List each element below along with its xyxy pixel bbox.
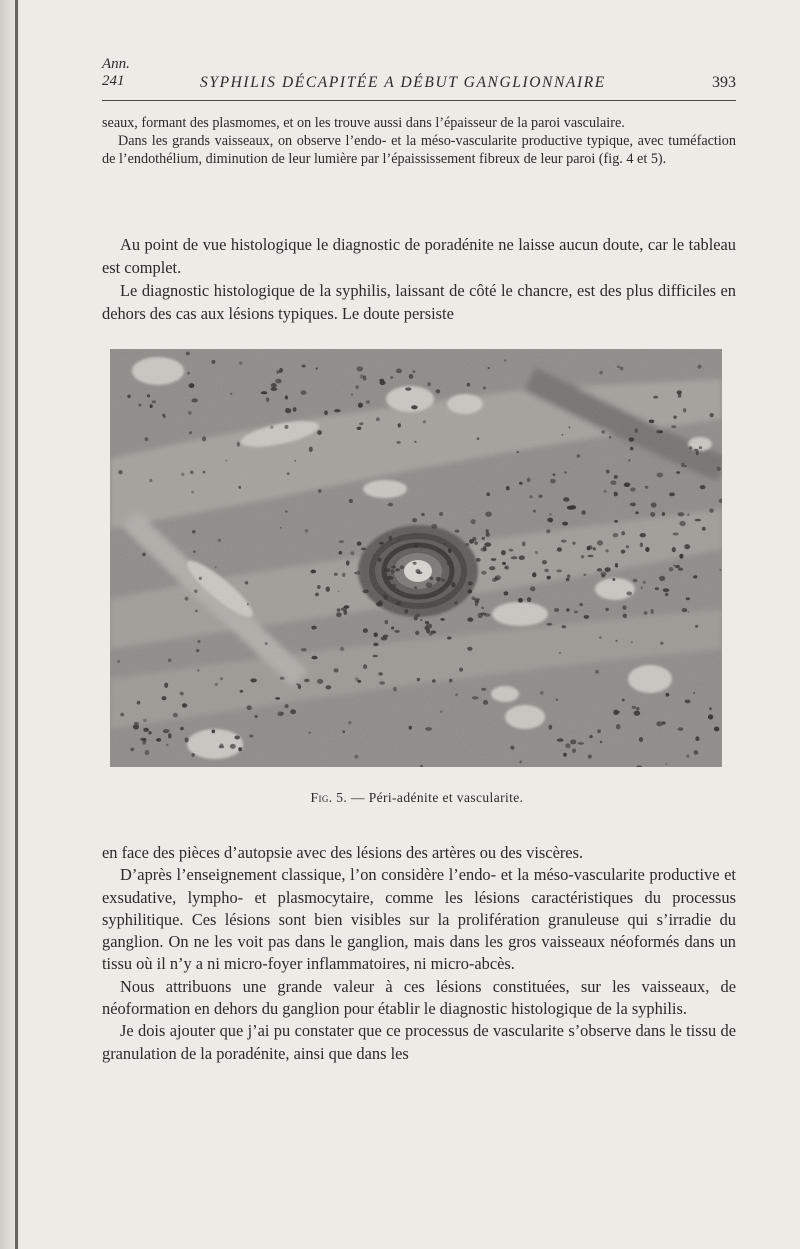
caption-dash: — [351,790,365,805]
small-paragraph-2: Dans les grands vaisseaux, on observe l’endo- et la méso-vascularite productive typique, avec tuméfaction de l’endothélium, diminution de leur lumière par l’épaississement fibreux de leur paroi (fig. 4 et 5). [102,133,736,167]
header-annotation [102,56,130,90]
caption-text: Péri-adénite et vascularite. [368,790,524,805]
body-paragraph-4: D’après l’enseignement classique, l’on considère l’endo- et la méso-vascularite productive et exsudative, lympho- et plasmocytaire, comme les lésions caractéristiques du processus syphilitique. Ces lésions sont bien visibles sur la prolifération granuleuse qui s’irradie du ganglion. On ne les voit pas dans le ganglion, mais dans les gros vaisseaux néoformés dans un tissu où il n’y a ni micro-foyer inflammatoires, ni micro-abcès. [102,865,736,974]
body-paragraph-3: en face des pièces d’autopsie avec des lésions des artères ou des viscères. [102,843,584,862]
body-section-1 [102,233,736,325]
histology-micrograph [110,349,722,767]
page-edge-shadow [0,0,22,1249]
header-ann-label: Ann. [102,56,130,72]
header-rule [102,100,736,101]
small-print-section [102,114,736,168]
body-paragraph-1: Au point de vue histologique le diagnostic de poradénite ne laisse aucun doute, car le tableau est complet. [102,235,736,277]
page-number: 393 [712,74,736,91]
running-title: SYPHILIS DÉCAPITÉE A DÉBUT GANGLIONNAIRE [200,74,606,91]
figure-caption [0,790,800,806]
body-paragraph-5: Nous attribuons une grande valeur à ces lésions constituées, sur les vaisseaux, de néoformation en dehors du ganglion pour établir le diagnostic histologique de la syphilis. [102,976,736,1019]
body-paragraph-6: Je dois ajouter que j’ai pu constater que ce processus de vascularite s’observe dans le tissu de granulation de la poradénite, ainsi que dans les [102,1021,736,1063]
micrograph-image [110,349,722,767]
caption-label: Fig. 5. [310,790,348,805]
binding-edge-line [15,0,18,1249]
body-paragraph-2: Le diagnostic histologique de la syphilis, laissant de côté le chancre, est des plus difficiles en dehors des cas aux lésions typiques. Le doute persiste [102,281,736,323]
small-paragraph-1: seaux, formant des plasmomes, et on les trouve aussi dans l’épaisseur de la paroi vasculaire. [102,115,625,131]
body-section-2 [102,842,736,1065]
header-volume: 241 [102,73,125,89]
